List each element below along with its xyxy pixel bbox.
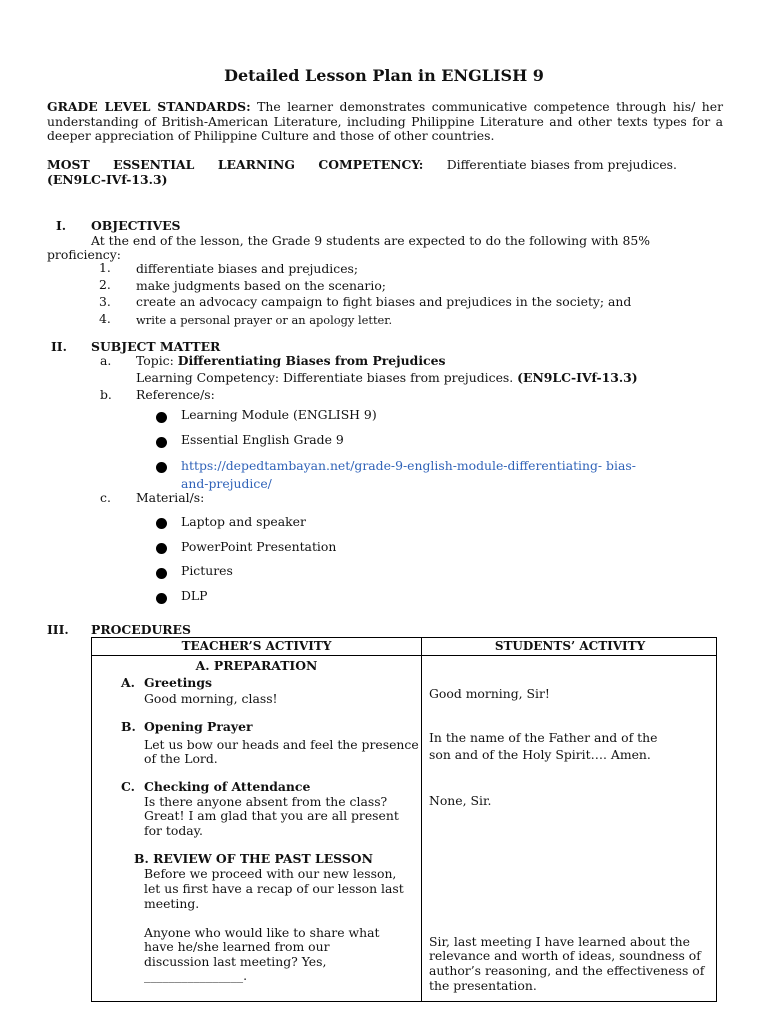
- prayer-text-cont: of the Lord.: [144, 751, 218, 766]
- bullet-icon: [156, 568, 167, 579]
- reference-item: Learning Module (ENGLISH 9): [181, 407, 377, 422]
- objective-number: 4.: [99, 311, 111, 326]
- column-divider: [421, 638, 422, 1001]
- materials-letter: c.: [100, 490, 111, 505]
- bullet-icon: [156, 543, 167, 554]
- competency-code: (EN9LC-IVf-13.3): [517, 370, 638, 385]
- procedures-heading: PROCEDURES: [91, 622, 191, 637]
- objectives-numeral: I.: [56, 218, 67, 233]
- objective-item: write a personal prayer or an apology letter.: [136, 313, 393, 327]
- grade-level-text: The learner demonstrates communicative competence through his/ her understanding of British-American Literature, including Philippine Literature and other texts types for a deeper appreciation of Philippine Culture and those of other countries.: [47, 99, 724, 143]
- bullet-icon: [156, 462, 167, 473]
- share-text: have he/she learned from our: [144, 939, 330, 954]
- attendance-title: Checking of Attendance: [144, 779, 311, 794]
- preparation-heading: A. PREPARATION: [195, 658, 318, 673]
- objective-item: create an advocacy campaign to fight biases and prejudices in the society; and: [136, 294, 632, 309]
- review-heading: B. REVIEW OF THE PAST LESSON: [134, 851, 373, 866]
- header-divider: [92, 655, 716, 656]
- bullet-icon: [156, 412, 167, 423]
- bullet-icon: [156, 518, 167, 529]
- reference-item: Essential English Grade 9: [181, 432, 344, 447]
- objectives-heading: OBJECTIVES: [91, 218, 181, 233]
- teacher-column-header: TEACHER’S ACTIVITY: [181, 639, 332, 653]
- melc-word: COMPETENCY:: [318, 157, 424, 172]
- competency-line: [136, 371, 638, 386]
- procedures-table: [91, 637, 717, 1002]
- melc-text: Differentiate biases from prejudices.: [446, 157, 677, 172]
- review-text: let us first have a recap of our lesson last: [144, 881, 404, 896]
- greetings-text: Good morning, class!: [144, 691, 278, 706]
- objective-item: make judgments based on the scenario;: [136, 278, 386, 293]
- prayer-label: B.: [121, 719, 136, 734]
- subject-matter-numeral: II.: [51, 339, 67, 354]
- objective-item: differentiate biases and prejudices;: [136, 261, 359, 276]
- bullet-icon: [156, 437, 167, 448]
- grade-level-standards: [47, 100, 723, 144]
- share-reply: author’s reasoning, and the effectiveness of: [429, 963, 705, 978]
- prayer-title: Opening Prayer: [144, 719, 253, 734]
- material-item: Pictures: [181, 563, 233, 578]
- attendance-text: Is there anyone absent from the class?: [144, 794, 388, 809]
- greetings-title: Greetings: [144, 675, 212, 690]
- melc-word: MOST: [47, 157, 90, 172]
- share-reply: relevance and worth of ideas, soundness of: [429, 948, 701, 963]
- reference-label: Reference/s:: [136, 387, 215, 402]
- greetings-label: A.: [121, 675, 135, 690]
- melc-block: [47, 158, 723, 187]
- share-text: discussion last meeting? Yes,: [144, 954, 327, 969]
- melc-word: LEARNING: [217, 157, 295, 172]
- attendance-label: C.: [121, 779, 135, 794]
- reference-link[interactable]: https://depedtambayan.net/grade-9-english-module-differentiating- bias-: [181, 458, 636, 473]
- share-text: Anyone who would like to share what: [144, 925, 380, 940]
- subject-matter-heading: SUBJECT MATTER: [91, 339, 221, 354]
- material-item: PowerPoint Presentation: [181, 539, 337, 554]
- prayer-text: Let us bow our heads and feel the presence: [144, 737, 419, 752]
- material-item: Laptop and speaker: [181, 514, 306, 529]
- attendance-text: Great! I am glad that you are all present: [144, 808, 399, 823]
- reference-link-cont[interactable]: and-prejudice/: [181, 476, 272, 491]
- objective-number: 2.: [99, 277, 111, 292]
- share-reply: Sir, last meeting I have learned about the: [429, 934, 690, 949]
- greetings-reply: Good morning, Sir!: [429, 686, 550, 701]
- melc-word: ESSENTIAL: [113, 157, 195, 172]
- prayer-reply-cont: son and of the Holy Spirit…. Amen.: [429, 747, 651, 762]
- topic-label: Topic:: [136, 353, 174, 368]
- procedures-numeral: III.: [47, 622, 69, 637]
- attendance-reply: None, Sir.: [429, 793, 492, 808]
- topic-line: [136, 354, 445, 369]
- review-text: Before we proceed with our new lesson,: [144, 866, 397, 881]
- objective-number: 3.: [99, 294, 111, 309]
- melc-code: (EN9LC-IVf-13.3): [47, 171, 168, 187]
- reference-letter: b.: [100, 387, 112, 402]
- topic-letter: a.: [100, 353, 112, 368]
- students-column-header: STUDENTS’ ACTIVITY: [494, 639, 646, 653]
- objectives-intro-cont: proficiency:: [47, 247, 121, 262]
- document-title: Detailed Lesson Plan in ENGLISH 9: [224, 66, 544, 85]
- material-item: DLP: [181, 588, 208, 603]
- prayer-reply: In the name of the Father and of the: [429, 730, 658, 745]
- share-reply: the presentation.: [429, 978, 537, 993]
- bullet-icon: [156, 593, 167, 604]
- share-blank: ________________.: [144, 968, 248, 983]
- attendance-text: for today.: [144, 823, 203, 838]
- grade-level-label: GRADE LEVEL STANDARDS:: [47, 99, 251, 114]
- review-text: meeting.: [144, 896, 200, 911]
- topic-value: Differentiating Biases from Prejudices: [177, 353, 446, 368]
- objective-number: 1.: [99, 260, 111, 275]
- materials-label: Material/s:: [136, 490, 205, 505]
- competency-label: Learning Competency: Differentiate biases from prejudices.: [136, 370, 514, 385]
- objectives-intro: At the end of the lesson, the Grade 9 students are expected to do the following with 85%: [91, 233, 650, 248]
